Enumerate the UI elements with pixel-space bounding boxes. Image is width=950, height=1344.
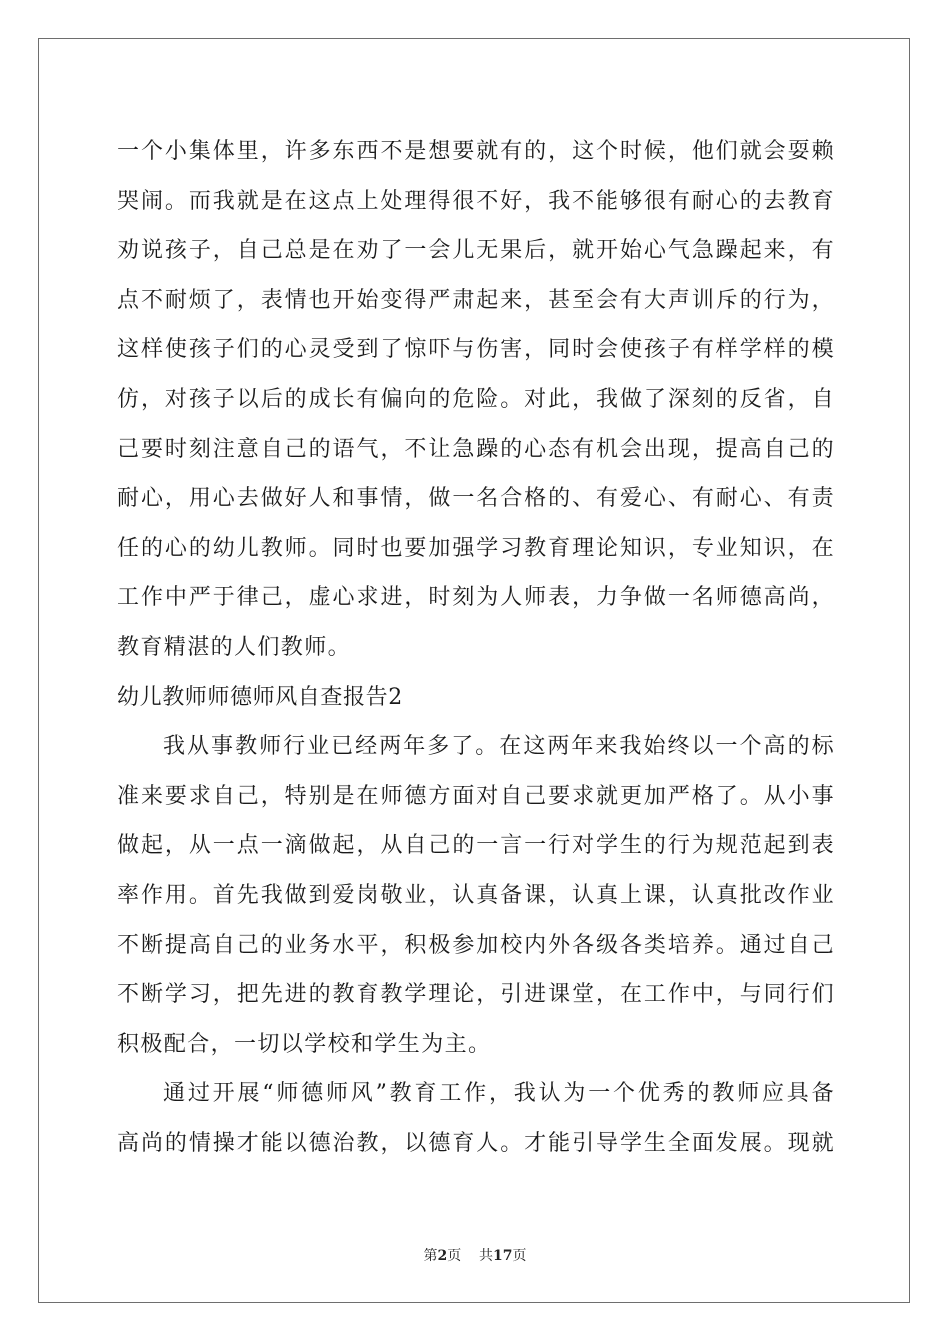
text-line: 哭闹。而我就是在这点上处理得很不好，我不能够很有耐心的去教育 — [117, 188, 835, 214]
page-prefix: 第 — [423, 1248, 438, 1264]
text-line: 做起，从一点一滴做起，从自己的一言一行对学生的行为规范起到表 — [117, 833, 835, 859]
text-line: 通过开展“师德师风”教育工作，我认为一个优秀的教师应具备 — [163, 1081, 835, 1107]
text-line: 劝说孩子，自己总是在劝了一会儿无果后，就开始心气急躁起来，有 — [117, 238, 835, 264]
page-number: 2 — [437, 1248, 448, 1264]
text-line: 任的心的幼儿教师。同时也要加强学习教育理论知识，专业知识，在 — [117, 535, 835, 561]
text-line: 这样使孩子们的心灵受到了惊吓与伤害，同时会使孩子有样学样的模 — [117, 337, 835, 363]
document-body — [117, 127, 835, 1168]
text-line: 积极配合，一切以学校和学生为主。 — [117, 1031, 492, 1057]
total-prefix: 共 — [479, 1248, 494, 1264]
text-line: 己要时刻注意自己的语气，不让急躁的心态有机会出现，提高自己的 — [117, 436, 835, 462]
total-pages: 17 — [493, 1248, 513, 1264]
page-suffix: 页 — [447, 1248, 462, 1264]
text-line: 教育精湛的人们教师。 — [117, 634, 352, 660]
text-line: 准来要求自己，特别是在师德方面对自己要求就更加严格了。从小事 — [117, 783, 835, 809]
text-line: 高尚的情操才能以德治教，以德育人。才能引导学生全面发展。现就 — [117, 1130, 835, 1156]
text-line: 不断学习，把先进的教育教学理论，引进课堂，在工作中，与同行们 — [117, 982, 835, 1008]
text-line: 工作中严于律己，虚心求进，时刻为人师表，力争做一名师德高尚， — [117, 585, 835, 611]
text-line: 我从事教师行业已经两年多了。在这两年来我始终以一个高的标 — [163, 734, 835, 760]
section-heading: 幼儿教师师德师风自查报告2 — [117, 684, 403, 710]
page-footer — [0, 1245, 950, 1265]
total-suffix: 页 — [512, 1248, 527, 1264]
text-line: 点不耐烦了，表情也开始变得严肃起来，甚至会有大声训斥的行为， — [117, 287, 835, 313]
text-line: 耐心，用心去做好人和事情，做一名合格的、有爱心、有耐心、有责 — [117, 486, 835, 512]
text-line: 仿，对孩子以后的成长有偏向的危险。对此，我做了深刻的反省，自 — [117, 386, 835, 412]
text-line: 率作用。首先我做到爱岗敬业，认真备课，认真上课，认真批改作业 — [117, 882, 835, 908]
text-line: 一个小集体里，许多东西不是想要就有的，这个时候，他们就会耍赖 — [117, 139, 835, 164]
text-line: 不断提高自己的业务水平，积极参加校内外各级各类培养。通过自己 — [117, 932, 835, 958]
